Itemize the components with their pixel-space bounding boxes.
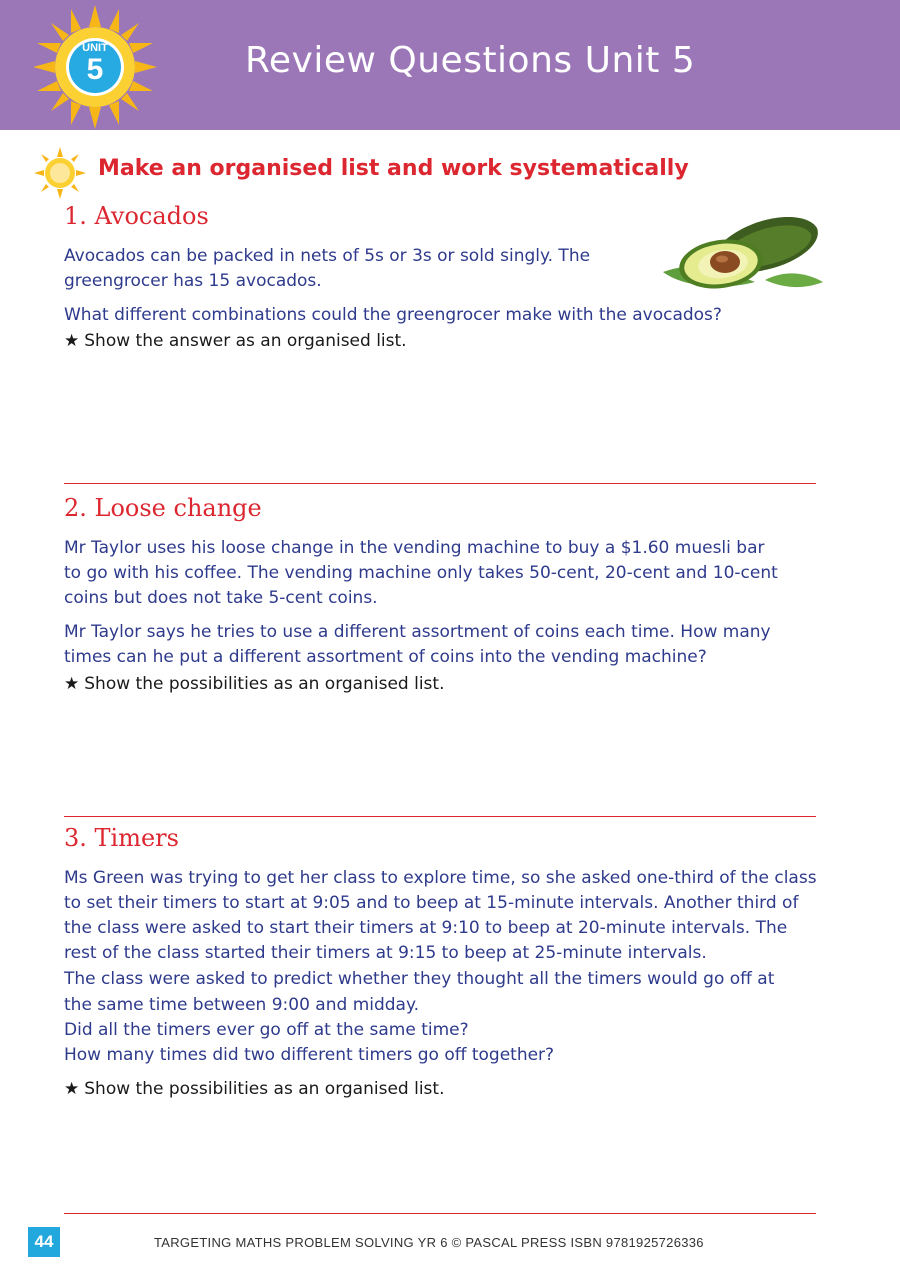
question-3-heading: 3. Timers (64, 824, 179, 852)
divider (64, 1213, 816, 1214)
question-1-text-line: greengrocer has 15 avocados. (64, 271, 322, 291)
instruction-text: Show the answer as an organised list. (84, 331, 407, 351)
star-icon: ★ (64, 1079, 80, 1099)
question-3-text-line: The class were asked to predict whether they thought all the timers would go off at (64, 969, 775, 989)
footer-text: TARGETING MATHS PROBLEM SOLVING YR 6 © PASCAL PRESS ISBN 9781925726336 (154, 1235, 704, 1250)
question-2-instruction (64, 674, 444, 694)
question-1-instruction (64, 331, 407, 351)
question-3-text-line: the class were asked to start their timers at 9:10 to beep at 20-minute intervals. The (64, 918, 788, 938)
page-number: 44 (28, 1227, 60, 1257)
avocado-image (655, 210, 825, 292)
question-1-heading: 1. Avocados (64, 202, 209, 230)
unit-label: UNIT (82, 42, 108, 54)
question-3-text-line: the same time between 9:00 and midday. (64, 995, 420, 1015)
question-3-text-line: Did all the timers ever go off at the same time? (64, 1020, 469, 1040)
star-icon: ★ (64, 331, 80, 351)
question-2-heading: 2. Loose change (64, 494, 262, 522)
instruction-text: Show the possibilities as an organised list. (84, 1079, 445, 1099)
question-3-instruction (64, 1079, 444, 1099)
question-2-text-line: times can he put a different assortment of coins into the vending machine? (64, 647, 707, 667)
unit-number: 5 (86, 53, 104, 86)
question-2-text-line: Mr Taylor uses his loose change in the vending machine to buy a $1.60 muesli bar (64, 538, 765, 558)
question-3-text-line: How many times did two different timers go off together? (64, 1045, 555, 1065)
instruction-text: Show the possibilities as an organised list. (84, 674, 445, 694)
question-1-text-line: Avocados can be packed in nets of 5s or 3s or sold singly. The (64, 246, 591, 266)
page-title: Review Questions Unit 5 (245, 40, 696, 81)
divider (64, 483, 816, 484)
question-2-text-line: Mr Taylor says he tries to use a different assortment of coins each time. How many (64, 622, 771, 642)
divider (64, 816, 816, 817)
question-3-text-line: Ms Green was trying to get her class to explore time, so she asked one-third of the class (64, 868, 817, 888)
question-3-text-line: to set their timers to start at 9:05 and to beep at 15-minute intervals. Another third of (64, 893, 799, 913)
question-3-text-line: rest of the class started their timers at 9:15 to beep at 25-minute intervals. (64, 943, 707, 963)
question-2-text-line: coins but does not take 5-cent coins. (64, 588, 378, 608)
strategy-title: Make an organised list and work systematically (98, 156, 689, 181)
question-1-text-line: What different combinations could the greengrocer make with the avocados? (64, 305, 722, 325)
star-icon: ★ (64, 674, 80, 694)
sun-icon (34, 147, 86, 199)
question-2-text-line: to go with his coffee. The vending machine only takes 50-cent, 20-cent and 10-cent (64, 563, 778, 583)
